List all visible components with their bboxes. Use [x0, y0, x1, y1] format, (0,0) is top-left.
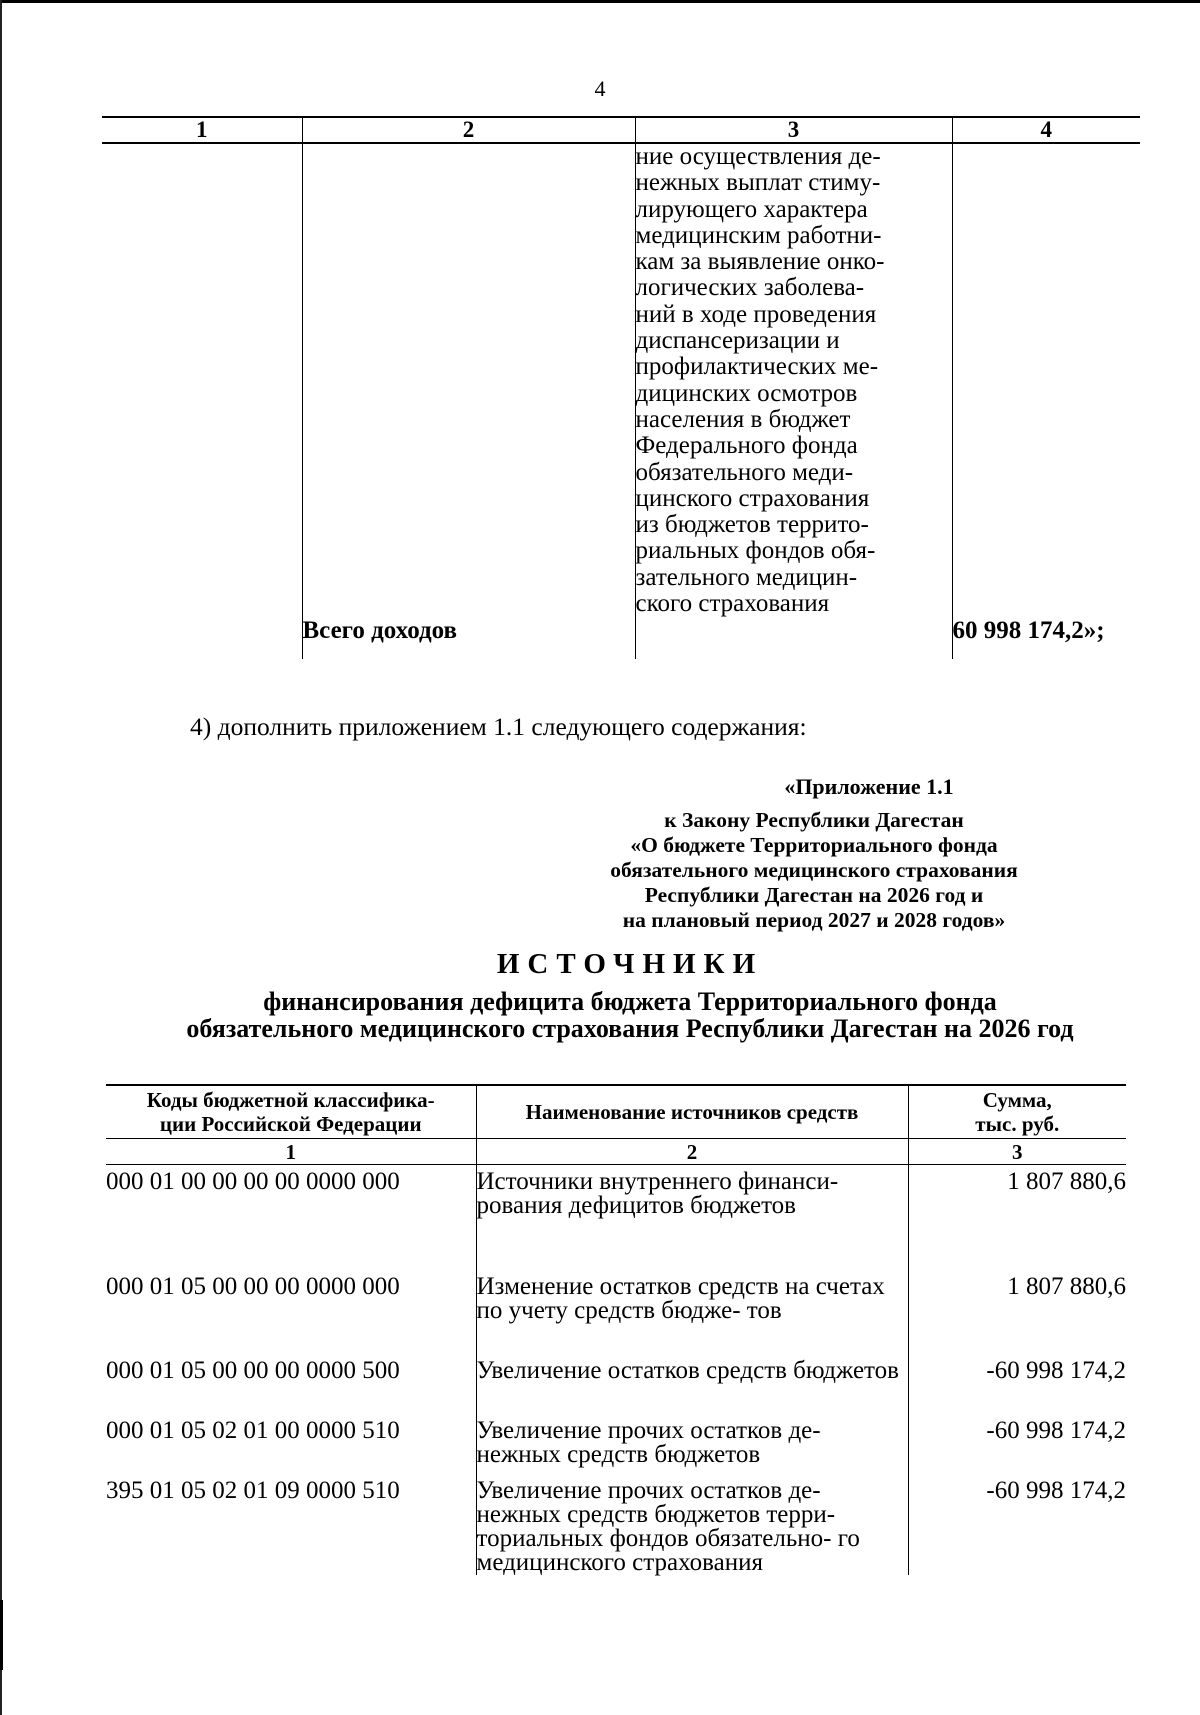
table-row [106, 1479, 1126, 1575]
header-amount-line: Сумма, [982, 1088, 1052, 1112]
purpose-line: ского страхования [635, 590, 830, 618]
table-row [106, 1165, 1126, 1275]
source-name: Увеличение остатков средств бюджетов [476, 1359, 908, 1419]
purpose-line: профилактических ме- [635, 353, 879, 381]
purpose-line: кам за выявление онко- [635, 248, 885, 276]
purpose-line: цинского страхования [635, 484, 870, 512]
appendix-line: к Закону Республики Дагестан [664, 808, 964, 832]
source-name: Источники внутреннего финанси- рования дефицитов бюджетов [476, 1165, 908, 1275]
purpose-line: логических заболева- [635, 274, 865, 302]
appendix-header [504, 774, 1124, 933]
col-header-4: 4 [952, 117, 1140, 143]
budget-code: 000 01 05 00 00 00 0000 500 [106, 1359, 476, 1419]
amendment-instruction: 4) дополнить приложением 1.1 следующего содержания: [190, 712, 807, 741]
purpose-line: нежных выплат стиму- [635, 169, 881, 197]
empty-cell [102, 617, 302, 659]
purpose-line: из бюджетов террито- [635, 511, 869, 539]
source-amount: 1 807 880,6 [908, 1275, 1126, 1359]
budget-code: 000 01 05 02 01 00 0000 510 [106, 1419, 476, 1479]
purpose-line: риальных фондов обя- [635, 537, 876, 565]
table-row [106, 1359, 1126, 1419]
purpose-line: ние осуществления де- [635, 143, 881, 170]
source-name: Увеличение прочих остатков де- нежных средств бюджетов [476, 1419, 908, 1479]
document-subtitle [135, 988, 1125, 1042]
budget-code: 000 01 05 00 00 00 0000 000 [106, 1275, 476, 1359]
total-revenue-label: Всего доходов [302, 617, 635, 659]
table-row [106, 1275, 1126, 1359]
source-amount: -60 998 174,2 [908, 1479, 1126, 1575]
appendix-title: «Приложение 1.1 [784, 774, 954, 799]
source-amount: 1 807 880,6 [908, 1165, 1126, 1275]
appendix-line: «О бюджете Территориального фонда [630, 833, 998, 857]
revenue-purpose-cell [635, 143, 952, 617]
purpose-line: населения в бюджет [635, 405, 851, 433]
scan-left-mark [0, 1600, 3, 1670]
purpose-line: диспансеризации и [635, 327, 840, 355]
purpose-line: медицинским работни- [635, 221, 882, 249]
source-name: Изменение остатков средств на счетах по учету средств бюдже- тов [476, 1275, 908, 1359]
purpose-line: Федерального фонда [635, 432, 858, 460]
header-source-name: Наименование источников средств [476, 1085, 908, 1139]
empty-cell [102, 143, 302, 617]
source-amount: -60 998 174,2 [908, 1359, 1126, 1419]
empty-cell [302, 143, 635, 617]
header-amount-line: тыс. руб. [975, 1112, 1060, 1136]
column-number-3: 3 [908, 1139, 1126, 1165]
purpose-line: зательного медицин- [635, 563, 858, 591]
source-amount: -60 998 174,2 [908, 1419, 1126, 1479]
budget-code: 000 01 00 00 00 00 0000 000 [106, 1165, 476, 1275]
col-header-2: 2 [302, 117, 635, 143]
scan-left-edge [0, 0, 2, 1715]
subtitle-line: финансирования дефицита бюджета Территориального фонда [263, 987, 997, 1016]
purpose-line: дицинских осмотров [635, 379, 858, 407]
scan-top-edge [0, 0, 1200, 3]
purpose-line: лирующего характера [635, 195, 868, 223]
header-amount [908, 1085, 1126, 1139]
table-row [106, 1419, 1126, 1479]
deficit-sources-table [106, 1084, 1126, 1575]
col-header-1: 1 [102, 117, 302, 143]
column-number-1: 1 [106, 1139, 476, 1165]
header-codes [106, 1085, 476, 1139]
revenue-table-continuation [102, 116, 1140, 659]
empty-cell [952, 143, 1140, 617]
subtitle-line: обязательного медицинского страхования Республики Дагестан на 2026 год [186, 1014, 1074, 1043]
appendix-line: обязательного медицинского страхования [610, 858, 1018, 882]
appendix-line: на плановый период 2027 и 2028 годов» [622, 908, 1006, 932]
purpose-line: ний в ходе проведения [635, 300, 877, 328]
source-name: Увеличение прочих остатков де- нежных средств бюджетов терри- ториальных фондов обязательно- го медицинского страхования [476, 1479, 908, 1575]
col-header-3: 3 [635, 117, 952, 143]
total-revenue-amount: 60 998 174,2»; [952, 617, 1140, 659]
budget-code: 395 01 05 02 01 09 0000 510 [106, 1479, 476, 1575]
purpose-line: обязательного меди- [635, 458, 854, 486]
appendix-line: Республики Дагестан на 2026 год и [644, 883, 984, 907]
header-codes-line: Коды бюджетной классифика- [146, 1088, 435, 1112]
header-codes-line: ции Российской Федерации [159, 1112, 422, 1136]
column-number-2: 2 [476, 1139, 908, 1165]
document-title: ИСТОЧНИКИ [496, 948, 764, 980]
page-number: 4 [594, 76, 606, 101]
empty-cell [635, 617, 952, 659]
